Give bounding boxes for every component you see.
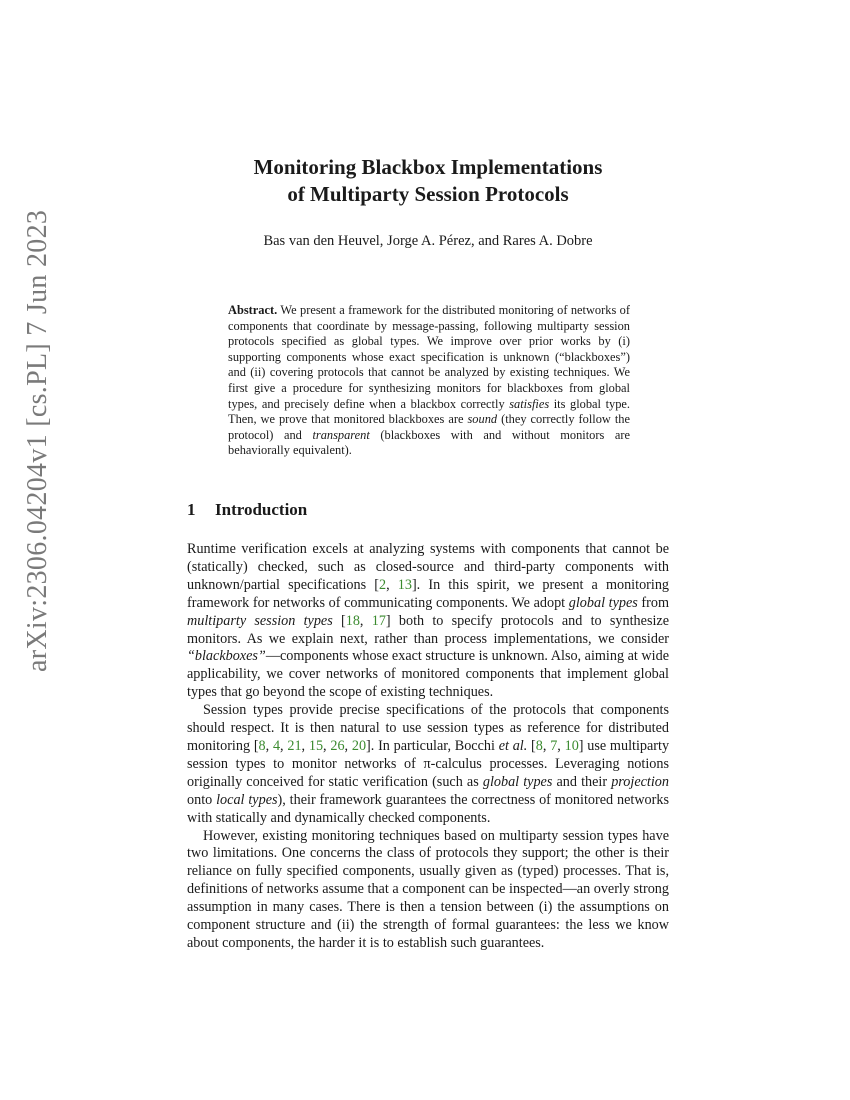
paper-title <box>187 154 669 208</box>
abstract <box>228 303 630 459</box>
title-line-1: Monitoring Blackbox Implementations <box>253 155 603 179</box>
emphasis: global types <box>568 594 638 611</box>
abstract-text: (they correctly follow the protocol) and <box>228 412 630 442</box>
paragraph-3: However, existing monitoring techniques based on multiparty session types have two limitations. One concerns the class of protocols they support; the other is their reliance on fully specified components, usually given as (typed) processes. That is, definitions of networks assume that a component can be inspected—an overly strong assumption in many cases. There is then a tension between (i) the assumptions on component structure and (ii) the strength of formal guarantees: the less we know about components, the harder it is to establish such guarantees. <box>187 827 669 951</box>
emphasis: et al. <box>498 737 528 754</box>
abstract-emph: satisfies <box>509 396 550 411</box>
citation-link[interactable]: 8 <box>258 737 266 754</box>
citation-link[interactable]: 17 <box>371 612 386 629</box>
title-line-2: of Multiparty Session Protocols <box>287 182 569 206</box>
abstract-text: its global type. Then, we prove that monitored blackboxes are <box>228 396 630 427</box>
abstract-text: We present a framework for the distributed monitoring of networks of components that coordinate by message-passing, following multiparty session protocols specified as global types. We improve over prior works by (i) supporting components whose exact specification is unknown (“blackboxes”) and (ii) covering protocols that cannot be analyzed by existing techniques. We first give a procedure for synthesizing monitors for blackboxes from global types, and precisely define when a blackbox correctly <box>228 303 630 411</box>
arxiv-identifier-stamp: arXiv:2306.04204v1 [cs.PL] 7 Jun 2023 <box>22 209 53 672</box>
section-heading <box>187 500 307 520</box>
section-body <box>187 541 669 953</box>
abstract-text: (blackboxes with and without monitors are behaviorally equivalent). <box>228 427 630 458</box>
citation-link[interactable]: 18 <box>345 612 360 629</box>
citation-link[interactable]: 15 <box>308 737 324 754</box>
abstract-emph: sound <box>467 412 498 427</box>
citation-link[interactable]: 13 <box>397 576 412 593</box>
emphasis: multiparty session types <box>187 612 333 629</box>
citation-link[interactable]: 21 <box>287 737 302 754</box>
citation-link[interactable]: 26 <box>330 737 345 754</box>
section-number: 1 <box>187 500 196 519</box>
author-list: Bas van den Heuvel, Jorge A. Pérez, and Rares A. Dobre <box>263 233 593 249</box>
citation-link[interactable]: 20 <box>351 737 367 754</box>
abstract-label: Abstract. <box>228 303 278 317</box>
paragraph-1: Runtime verification excels at analyzing systems with components that cannot be (statically) checked, such as closed-source and third-party components with unknown/partial specifications [2, 13]. In this spirit, we present a monitoring framework for networks of communicating components. We adopt global types from multiparty session types [18, 17] both to specify protocols and to synthesize monitors. As we explain next, rather than process implementations, we consider “blackboxes”—components whose exact structure is unknown. Also, aiming at wide applicability, we cover networks of monitored components that implement global types that go beyond the scope of existing techniques. <box>187 541 670 701</box>
citation-link[interactable]: 8 <box>535 737 543 754</box>
citation-link[interactable]: 4 <box>272 737 281 754</box>
section-title: Introduction <box>215 500 308 519</box>
citation-link[interactable]: 2 <box>378 576 387 593</box>
emphasis: “blackboxes” <box>187 648 266 665</box>
paragraph-2: Session types provide precise specifications of the protocols that components should respect. It is then natural to use session types as reference for distributed monitoring [8, 4, 21, 15, 26, 20]. In particular, Bocchi et al. [8, 7, 10] use multiparty session types to monitor networks of π-calculus processes. Leveraging notions originally conceived for static verification (such as global types and their projection onto local types), their framework guarantees the correctness of monitored networks with statically and dynamically checked components. <box>187 702 670 826</box>
citation-link[interactable]: 10 <box>564 737 579 754</box>
citation-link[interactable]: 7 <box>550 737 558 754</box>
abstract-emph: transparent <box>312 427 370 442</box>
emphasis: global types <box>482 773 553 790</box>
emphasis: local types <box>216 791 278 808</box>
emphasis: projection <box>611 773 669 790</box>
